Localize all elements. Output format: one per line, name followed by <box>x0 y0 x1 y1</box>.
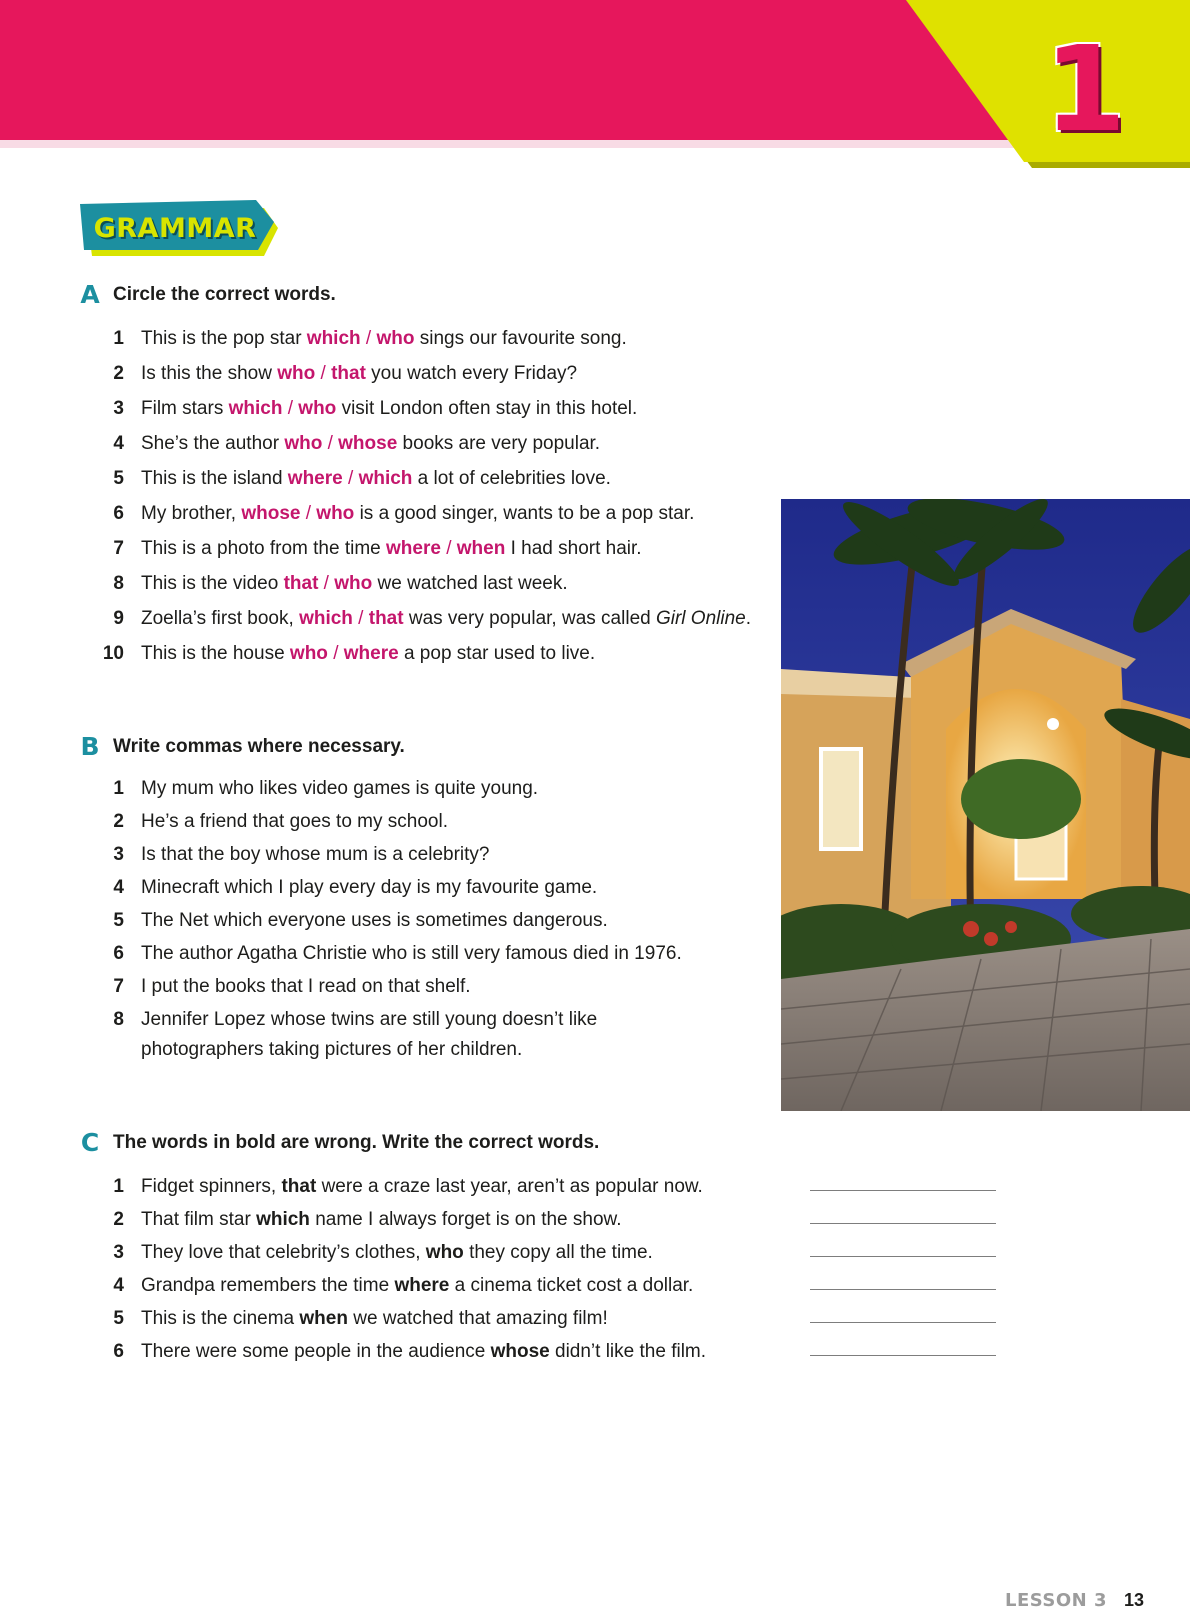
item-number: 3 <box>113 844 124 865</box>
option-two: who <box>316 503 355 524</box>
sentence-end: visit London often stay in this hotel. <box>336 398 638 419</box>
wrong-word: that <box>281 1176 317 1197</box>
section-a-letter: A <box>80 280 100 309</box>
option-one: which <box>228 398 283 419</box>
wrong-word: where <box>394 1275 450 1296</box>
wrong-word: which <box>256 1209 310 1230</box>
answer-line[interactable] <box>810 1322 996 1323</box>
option-separator: / <box>360 328 377 349</box>
sentence-start: My brother, <box>141 503 242 524</box>
item-number: 2 <box>113 811 124 832</box>
sentence-start: There were some people in the audience <box>141 1341 491 1362</box>
option-two: that <box>331 363 366 384</box>
item-text <box>141 394 637 424</box>
item-number: 3 <box>113 398 124 419</box>
sentence-start: Is this the show <box>141 363 278 384</box>
item-number: 5 <box>113 910 124 931</box>
option-separator: / <box>318 573 335 594</box>
item-number: 1 <box>113 328 124 349</box>
item-text <box>141 1205 621 1235</box>
sentence-end: you watch every Friday? <box>365 363 578 384</box>
item-number: 4 <box>113 433 124 454</box>
item-text: The Net which everyone uses is sometimes dangerous. <box>141 910 608 931</box>
sentence-start: Film stars <box>141 398 229 419</box>
item-number: 2 <box>113 1209 124 1230</box>
grammar-label: GRAMMAR <box>93 213 257 244</box>
option-two: who <box>334 573 373 594</box>
item-number: 7 <box>113 538 124 559</box>
wrong-word: whose <box>490 1341 550 1362</box>
option-one: which <box>299 608 353 629</box>
sentence-start: This is the cinema <box>141 1308 300 1329</box>
sentence-start: This is the video <box>141 573 284 594</box>
sentence-end: didn’t like the film. <box>549 1341 707 1362</box>
option-separator: / <box>352 608 369 629</box>
item-number: 3 <box>113 1242 124 1263</box>
sentence-end: books are very popular. <box>397 433 601 454</box>
sentence-end: they copy all the time. <box>463 1242 653 1263</box>
option-one: who <box>289 643 328 664</box>
sentence-end: we watched that amazing film! <box>347 1308 608 1329</box>
option-two: that <box>368 608 404 629</box>
mansion-photo <box>781 499 1190 1111</box>
sentence-start: This is the house <box>141 643 290 664</box>
option-separator: / <box>282 398 299 419</box>
section-c-instruction: The words in bold are wrong. Write the correct words. <box>113 1132 600 1153</box>
option-one: that <box>283 573 319 594</box>
sentence-end: we watched last week. <box>372 573 568 594</box>
item-text: Minecraft which I play every day is my favourite game. <box>141 877 598 898</box>
item-text <box>141 1172 703 1202</box>
option-one: which <box>306 328 361 349</box>
item-number: 10 <box>102 643 124 664</box>
sentence-start: This is the island <box>141 468 288 489</box>
wrong-word: who <box>425 1242 464 1263</box>
option-two: where <box>343 643 399 664</box>
item-number: 7 <box>113 976 124 997</box>
header-banner <box>0 0 1190 175</box>
item-number: 5 <box>113 468 124 489</box>
item-number: 1 <box>113 1176 124 1197</box>
option-one: whose <box>241 503 301 524</box>
option-one: who <box>284 433 323 454</box>
item-number: 6 <box>113 943 124 964</box>
item-text <box>141 1238 653 1268</box>
item-text <box>141 1337 706 1367</box>
item-text <box>141 464 611 494</box>
item-text <box>141 534 642 564</box>
footer-page-number: 13 <box>1124 1590 1145 1610</box>
answer-line[interactable] <box>810 1256 996 1257</box>
option-separator: / <box>327 643 344 664</box>
sentence-start: Grandpa remembers the time <box>141 1275 395 1296</box>
option-two: who <box>376 328 415 349</box>
item-number: 1 <box>113 778 124 799</box>
option-separator: / <box>315 363 332 384</box>
option-two: who <box>298 398 337 419</box>
answer-line[interactable] <box>810 1190 996 1191</box>
sentence-start: That film star <box>141 1209 257 1230</box>
item-text <box>141 639 595 669</box>
sentence-end: were a craze last year, aren’t as popular now. <box>316 1176 703 1197</box>
item-number: 4 <box>113 1275 124 1296</box>
sentence-end: a cinema ticket cost a dollar. <box>449 1275 694 1296</box>
option-separator: / <box>440 538 457 559</box>
sentence-end: was very popular, was called <box>403 608 656 629</box>
option-two: which <box>358 468 413 489</box>
item-text <box>141 1304 608 1334</box>
item-number: 5 <box>113 1308 124 1329</box>
section-b-instruction: Write commas where necessary. <box>113 736 405 757</box>
sentence-end: is a good singer, wants to be a pop star. <box>354 503 695 524</box>
sentence-end: name I always forget is on the show. <box>309 1209 622 1230</box>
band-shadow <box>0 140 1036 148</box>
book-title: Girl Online <box>655 608 746 629</box>
section-c-letter: C <box>80 1128 100 1157</box>
item-text: He’s a friend that goes to my school. <box>141 811 448 832</box>
item-text <box>141 569 568 599</box>
item-number: 8 <box>113 573 124 594</box>
sentence-start: They love that celebrity’s clothes, <box>141 1242 426 1263</box>
sentence-end: I had short hair. <box>505 538 642 559</box>
item-text <box>141 604 751 634</box>
item-text: My mum who likes video games is quite young. <box>141 778 539 799</box>
section-a-instruction: Circle the correct words. <box>113 284 336 305</box>
option-separator: / <box>300 503 317 524</box>
footer-lesson-label: LESSON 3 <box>1005 1590 1108 1611</box>
item-number: 6 <box>113 1341 124 1362</box>
sentence-end: a pop star used to live. <box>398 643 596 664</box>
item-text: I put the books that I read on that shelf. <box>141 976 471 997</box>
item-number: 6 <box>113 503 124 524</box>
sentence-start: Fidget spinners, <box>141 1176 282 1197</box>
item-text <box>141 499 694 529</box>
item-text-continued: photographers taking pictures of her children. <box>141 1039 523 1060</box>
section-b-letter: B <box>80 732 100 761</box>
option-one: where <box>386 538 441 559</box>
option-separator: / <box>342 468 359 489</box>
wrong-word: when <box>299 1308 348 1329</box>
option-separator: / <box>322 433 339 454</box>
item-number: 8 <box>113 1009 124 1030</box>
item-text: Is that the boy whose mum is a celebrity? <box>141 844 490 865</box>
sentence-start: This is a photo from the time <box>141 538 386 559</box>
item-text: Jennifer Lopez whose twins are still young doesn’t like <box>141 1009 598 1030</box>
sentence-final: . <box>745 608 752 629</box>
sentence-end: a lot of celebrities love. <box>412 468 611 489</box>
unit-number: 1 <box>1043 20 1127 158</box>
option-one: where <box>287 468 343 489</box>
option-two: when <box>456 538 506 559</box>
sentence-start: Zoella’s first book, <box>141 608 300 629</box>
item-number: 2 <box>113 363 124 384</box>
option-one: who <box>277 363 316 384</box>
item-text <box>141 429 600 459</box>
item-text <box>141 324 627 354</box>
option-two: whose <box>338 433 398 454</box>
answer-line[interactable] <box>810 1223 996 1224</box>
answer-line[interactable] <box>810 1355 996 1356</box>
item-number: 4 <box>113 877 124 898</box>
answer-line[interactable] <box>810 1289 996 1290</box>
item-text <box>141 359 577 389</box>
grammar-badge <box>78 200 280 262</box>
item-text: The author Agatha Christie who is still very famous died in 1976. <box>141 943 682 964</box>
sentence-end: sings our favourite song. <box>414 328 627 349</box>
sentence-start: This is the pop star <box>141 328 307 349</box>
item-number: 9 <box>113 608 124 629</box>
sentence-start: She’s the author <box>141 433 285 454</box>
item-text <box>141 1271 693 1301</box>
